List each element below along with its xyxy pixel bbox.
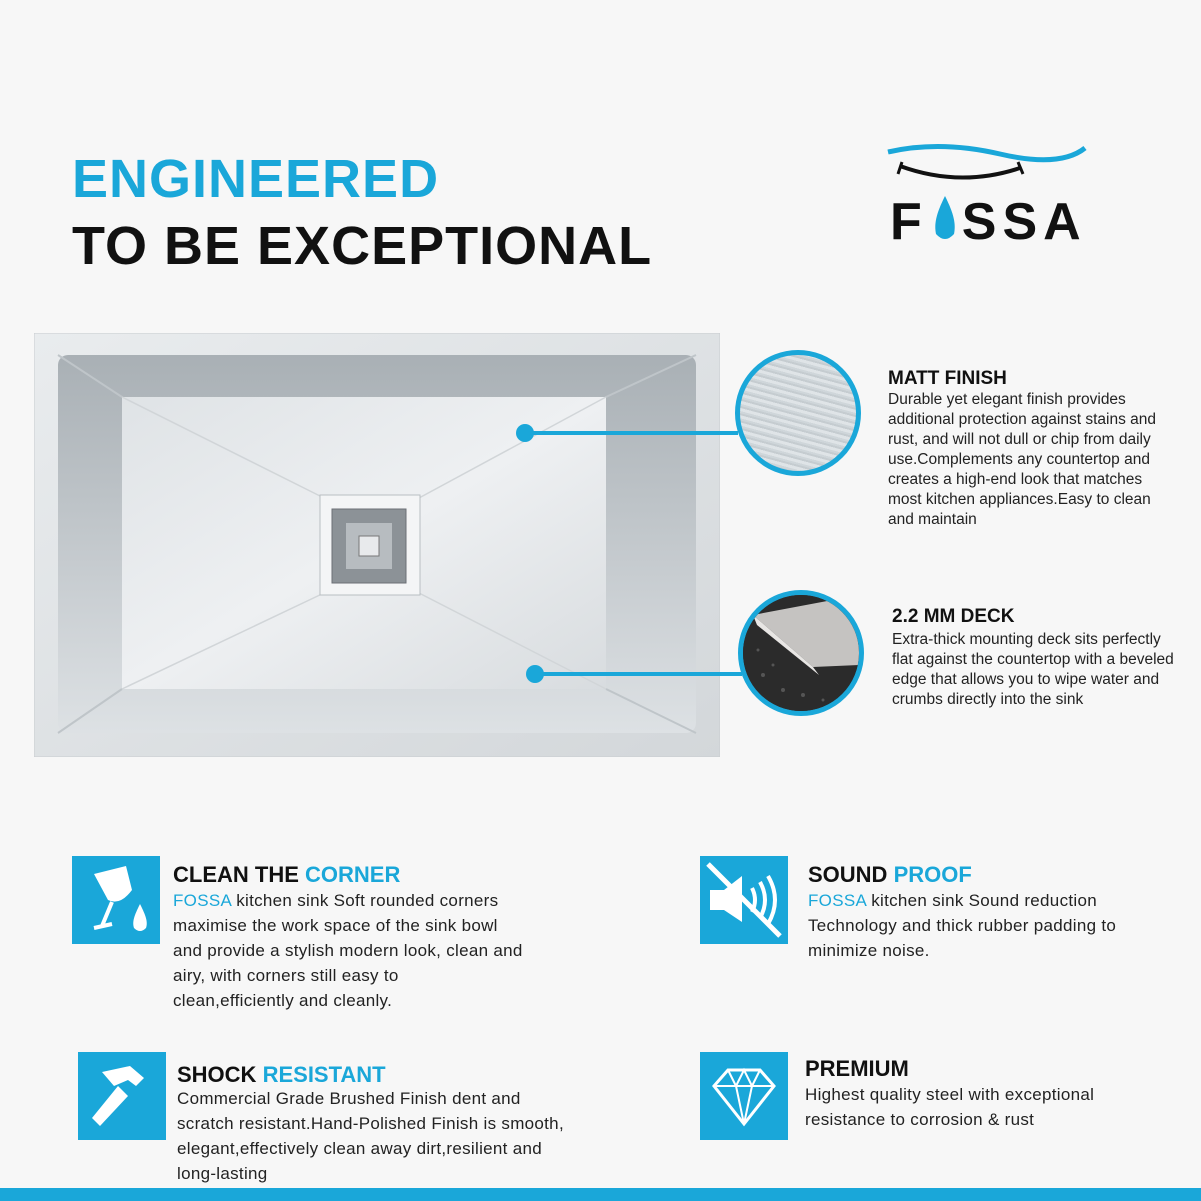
fossa-logo bbox=[880, 140, 1090, 255]
shock-title: SHOCK RESISTANT bbox=[177, 1062, 386, 1087]
sound-icon-box bbox=[700, 856, 788, 944]
premium-text: Highest quality steel with exceptional resistance to corrosion & rust bbox=[805, 1085, 1095, 1129]
corner-icon-box bbox=[72, 856, 160, 944]
matt-finish-title: MATT FINISH bbox=[888, 368, 1007, 389]
corner-text: FOSSA kitchen sink Soft rounded corners maximise the work space of the sink bowl and provide a stylish modern look, clean and airy, with corners still easy to clean,efficiently and cleanly. bbox=[173, 891, 523, 1010]
deck-title: 2.2 MM DECK bbox=[892, 606, 1015, 627]
sound-text: FOSSA kitchen sink Sound reduction Technology and thick rubber padding to minimize noise. bbox=[808, 891, 1117, 960]
premium-title: PREMIUM bbox=[805, 1056, 909, 1081]
speaker-muted-icon bbox=[700, 856, 788, 944]
deck-closeup bbox=[738, 590, 864, 716]
deck-text: Extra-thick mounting deck sits perfectly flat against the countertop with a beveled edge that allows you to wipe water and crumbs directly into the sink bbox=[892, 631, 1174, 708]
bottom-accent-bar bbox=[0, 1188, 1201, 1201]
wine-glass-drop-icon bbox=[72, 856, 160, 944]
drain-icon bbox=[320, 495, 420, 595]
bathtub-logo-icon bbox=[880, 140, 1090, 200]
logo-wordmark: F SSA bbox=[890, 193, 1087, 251]
water-drop-icon bbox=[930, 194, 960, 242]
shock-text: Commercial Grade Brushed Finish dent and scratch resistant.Hand-Polished Finish is smooth, elegant,effectively clean away dirt,resilient and long-lasting bbox=[177, 1089, 564, 1183]
diamond-icon bbox=[700, 1052, 788, 1140]
shock-icon-box bbox=[78, 1052, 166, 1140]
sound-title: SOUND PROOF bbox=[808, 862, 972, 887]
headline-line1: ENGINEERED bbox=[72, 149, 440, 209]
matt-finish-connector bbox=[532, 431, 738, 435]
corner-title: CLEAN THE CORNER bbox=[173, 862, 401, 887]
headline-line2: TO BE EXCEPTIONAL bbox=[72, 216, 653, 276]
matt-finish-text: Durable yet elegant finish provides additional protection against stains and rust, and will not dull or chip from daily use.Complements any countertop and creates a high-end look that matches most kitchen appliances.Easy to clean and maintain bbox=[888, 391, 1156, 528]
sink-image bbox=[34, 333, 720, 757]
matt-finish-swatch bbox=[735, 350, 861, 476]
premium-icon-box bbox=[700, 1052, 788, 1140]
hammer-icon bbox=[78, 1052, 166, 1140]
deck-connector bbox=[542, 672, 742, 676]
